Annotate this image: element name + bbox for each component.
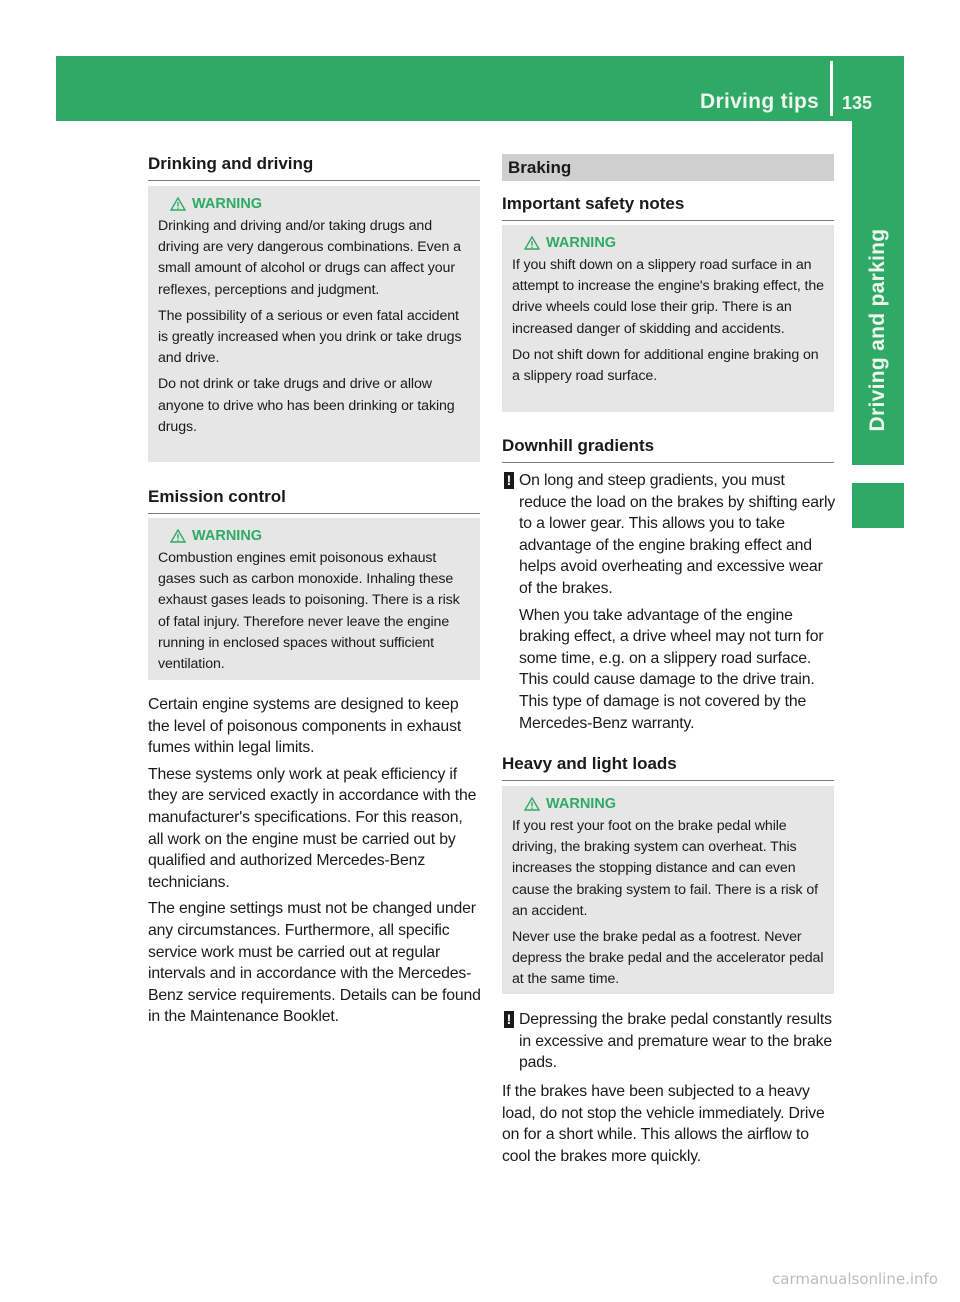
heading-downhill-gradients: Downhill gradients [502, 436, 834, 463]
warning-paragraph: The possibility of a serious or even fatal accident is greatly increased when you drink or take drugs and drive. [158, 307, 462, 367]
heading-heavy-and-light-loads: Heavy and light loads [502, 754, 834, 781]
body-paragraph: If the brakes have been subjected to a heavy load, do not stop the vehicle immediately. Drive on for a short while. This allows the airflow to cool the brakes more quickly. [502, 1083, 825, 1165]
warning-box-emission [148, 518, 480, 680]
warning-paragraph: Never use the brake pedal as a footrest. Never depress the brake pedal and the accelerator pedal at the same time. [512, 929, 824, 988]
body-paragraph: The engine settings must not be changed under any circumstances. Furthermore, all specific service work must be carried out at regular intervals and in accordance with the Mercedes-Benz service requirements. Details can be found in the Maintenance Booklet. [148, 900, 481, 1026]
heading-drinking-and-driving: Drinking and driving [148, 154, 480, 181]
warning-triangle-icon [524, 236, 540, 250]
header-divider [830, 61, 833, 116]
warning-title: WARNING [170, 196, 472, 212]
exclamation-icon: ! [504, 472, 514, 489]
heading-braking: Braking [502, 154, 834, 181]
note-paragraph: When you take advantage of the engine braking effect, a drive wheel may not turn for some time, e.g. on a slippery road surface. This could cause damage to the drive train. This type of damage is not covered by the Mercedes-Benz warranty. [519, 606, 824, 732]
loads-body [502, 1081, 836, 1172]
warning-triangle-icon [170, 529, 186, 543]
note-downhill [502, 470, 836, 739]
warning-title: WARNING [524, 235, 826, 251]
body-paragraph: Certain engine systems are designed to keep the level of poisonous components in exhaust fumes within legal limits. [148, 696, 462, 757]
warning-triangle-icon [524, 797, 540, 811]
note-brake-pedal [502, 1009, 836, 1079]
warning-triangle-icon [170, 197, 186, 211]
watermark: carmanualsonline.info [772, 1270, 938, 1288]
note-paragraph: On long and steep gradients, you must reduce the load on the brakes by shifting early to a lower gear. This allows you to take advantage of the engine braking effect and helps avoid overheating and excessive wear of the brakes. [519, 472, 836, 597]
side-chapter-label: Driving and parking [866, 228, 889, 432]
warning-paragraph: If you shift down on a slippery road surface in an attempt to increase the engine's braking effect, the drive wheels could lose their grip. There is an increased danger of skidding and accidents. [512, 257, 824, 337]
emission-body [148, 694, 482, 1033]
side-chapter-tab [852, 483, 904, 528]
warning-paragraph: Do not shift down for additional engine braking on a slippery road surface. [512, 346, 819, 385]
warning-box-braking [502, 225, 834, 412]
body-paragraph: These systems only work at peak efficiency if they are serviced exactly in accordance with the manufacturer's specifications. For this reason, all work on the engine must be carried out by qualified and authorized Mercedes-Benz technicians. [148, 765, 477, 891]
heading-important-safety-notes: Important safety notes [502, 194, 834, 221]
heading-emission-control: Emission control [148, 487, 480, 514]
warning-box-loads [502, 786, 834, 994]
warning-title: WARNING [524, 796, 826, 812]
warning-box-drinking [148, 186, 480, 462]
note-paragraph: Depressing the brake pedal constantly results in excessive and premature wear to the brake pads. [519, 1011, 833, 1072]
warning-paragraph: If you rest your foot on the brake pedal while driving, the braking system can overheat. This increases the stopping distance and can even cause the braking system to fail. There is a risk of an accident. [512, 818, 819, 919]
warning-paragraph: Combustion engines emit poisonous exhaust gases such as carbon monoxide. Inhaling these exhaust gases leads to poisoning. There is a risk of fatal injury. Therefore never leave the engine running in enclosed spaces without sufficient ventilation. [158, 550, 460, 673]
warning-title: WARNING [170, 528, 472, 544]
page-section-title: Driving tips [700, 90, 820, 113]
warning-paragraph: Do not drink or take drugs and drive or allow anyone to drive who has been drinking or taking drugs. [158, 376, 455, 435]
exclamation-icon: ! [504, 1011, 514, 1028]
warning-paragraph: Drinking and driving and/or taking drugs and driving are very dangerous combinations. Even a small amount of alcohol or drugs can affect your reflexes, perceptions and judgment. [158, 218, 461, 298]
page-number: 135 [842, 93, 873, 113]
